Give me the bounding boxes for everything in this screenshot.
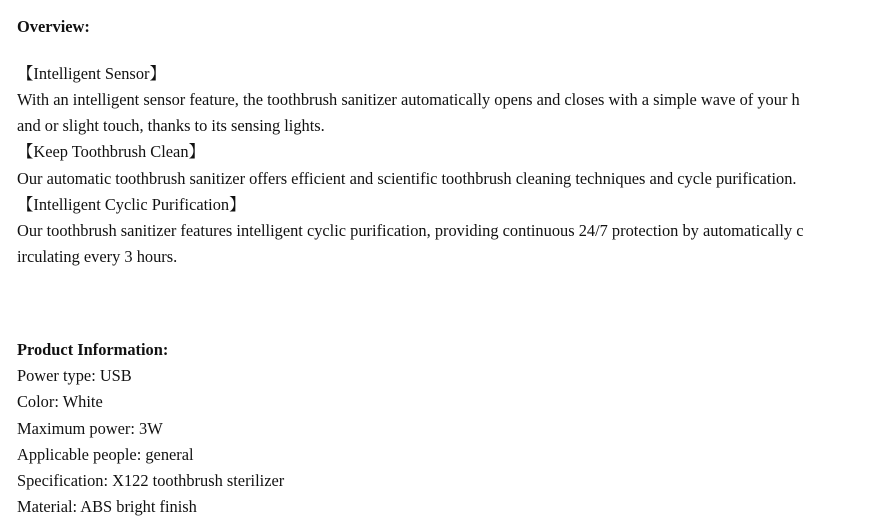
section-title-keep-toothbrush-clean: 【Keep Toothbrush Clean】: [17, 142, 205, 161]
section-text-line: irculating every 3 hours.: [17, 247, 178, 266]
overview-heading: Overview:: [17, 17, 90, 36]
section-title-intelligent-cyclic-purification: 【Intelligent Cyclic Purification】: [17, 195, 246, 214]
section-title-intelligent-sensor: 【Intelligent Sensor】: [17, 64, 166, 83]
section-text-line: Our automatic toothbrush sanitizer offers efficient and scientific toothbrush cleaning techniques and cycle purification.: [17, 169, 797, 188]
product-info-item-specification: Specification: X122 toothbrush sterilizer: [17, 471, 285, 490]
product-information-heading: Product Information:: [17, 340, 169, 359]
section-text-line: Our toothbrush sanitizer features intelligent cyclic purification, providing continuous 24/7 protection by automatically c: [17, 221, 804, 240]
product-info-item-material: Material: ABS bright finish: [17, 497, 197, 516]
product-info-item-applicable-people: Applicable people: general: [17, 445, 194, 464]
product-info-item-maximum-power: Maximum power: 3W: [17, 419, 163, 438]
section-text-line: and or slight touch, thanks to its sensing lights.: [17, 116, 325, 135]
product-info-item-power-type: Power type: USB: [17, 366, 132, 385]
product-info-item-color: Color: White: [17, 392, 103, 411]
section-text-line: With an intelligent sensor feature, the toothbrush sanitizer automatically opens and closes with a simple wave of your h: [17, 90, 800, 109]
